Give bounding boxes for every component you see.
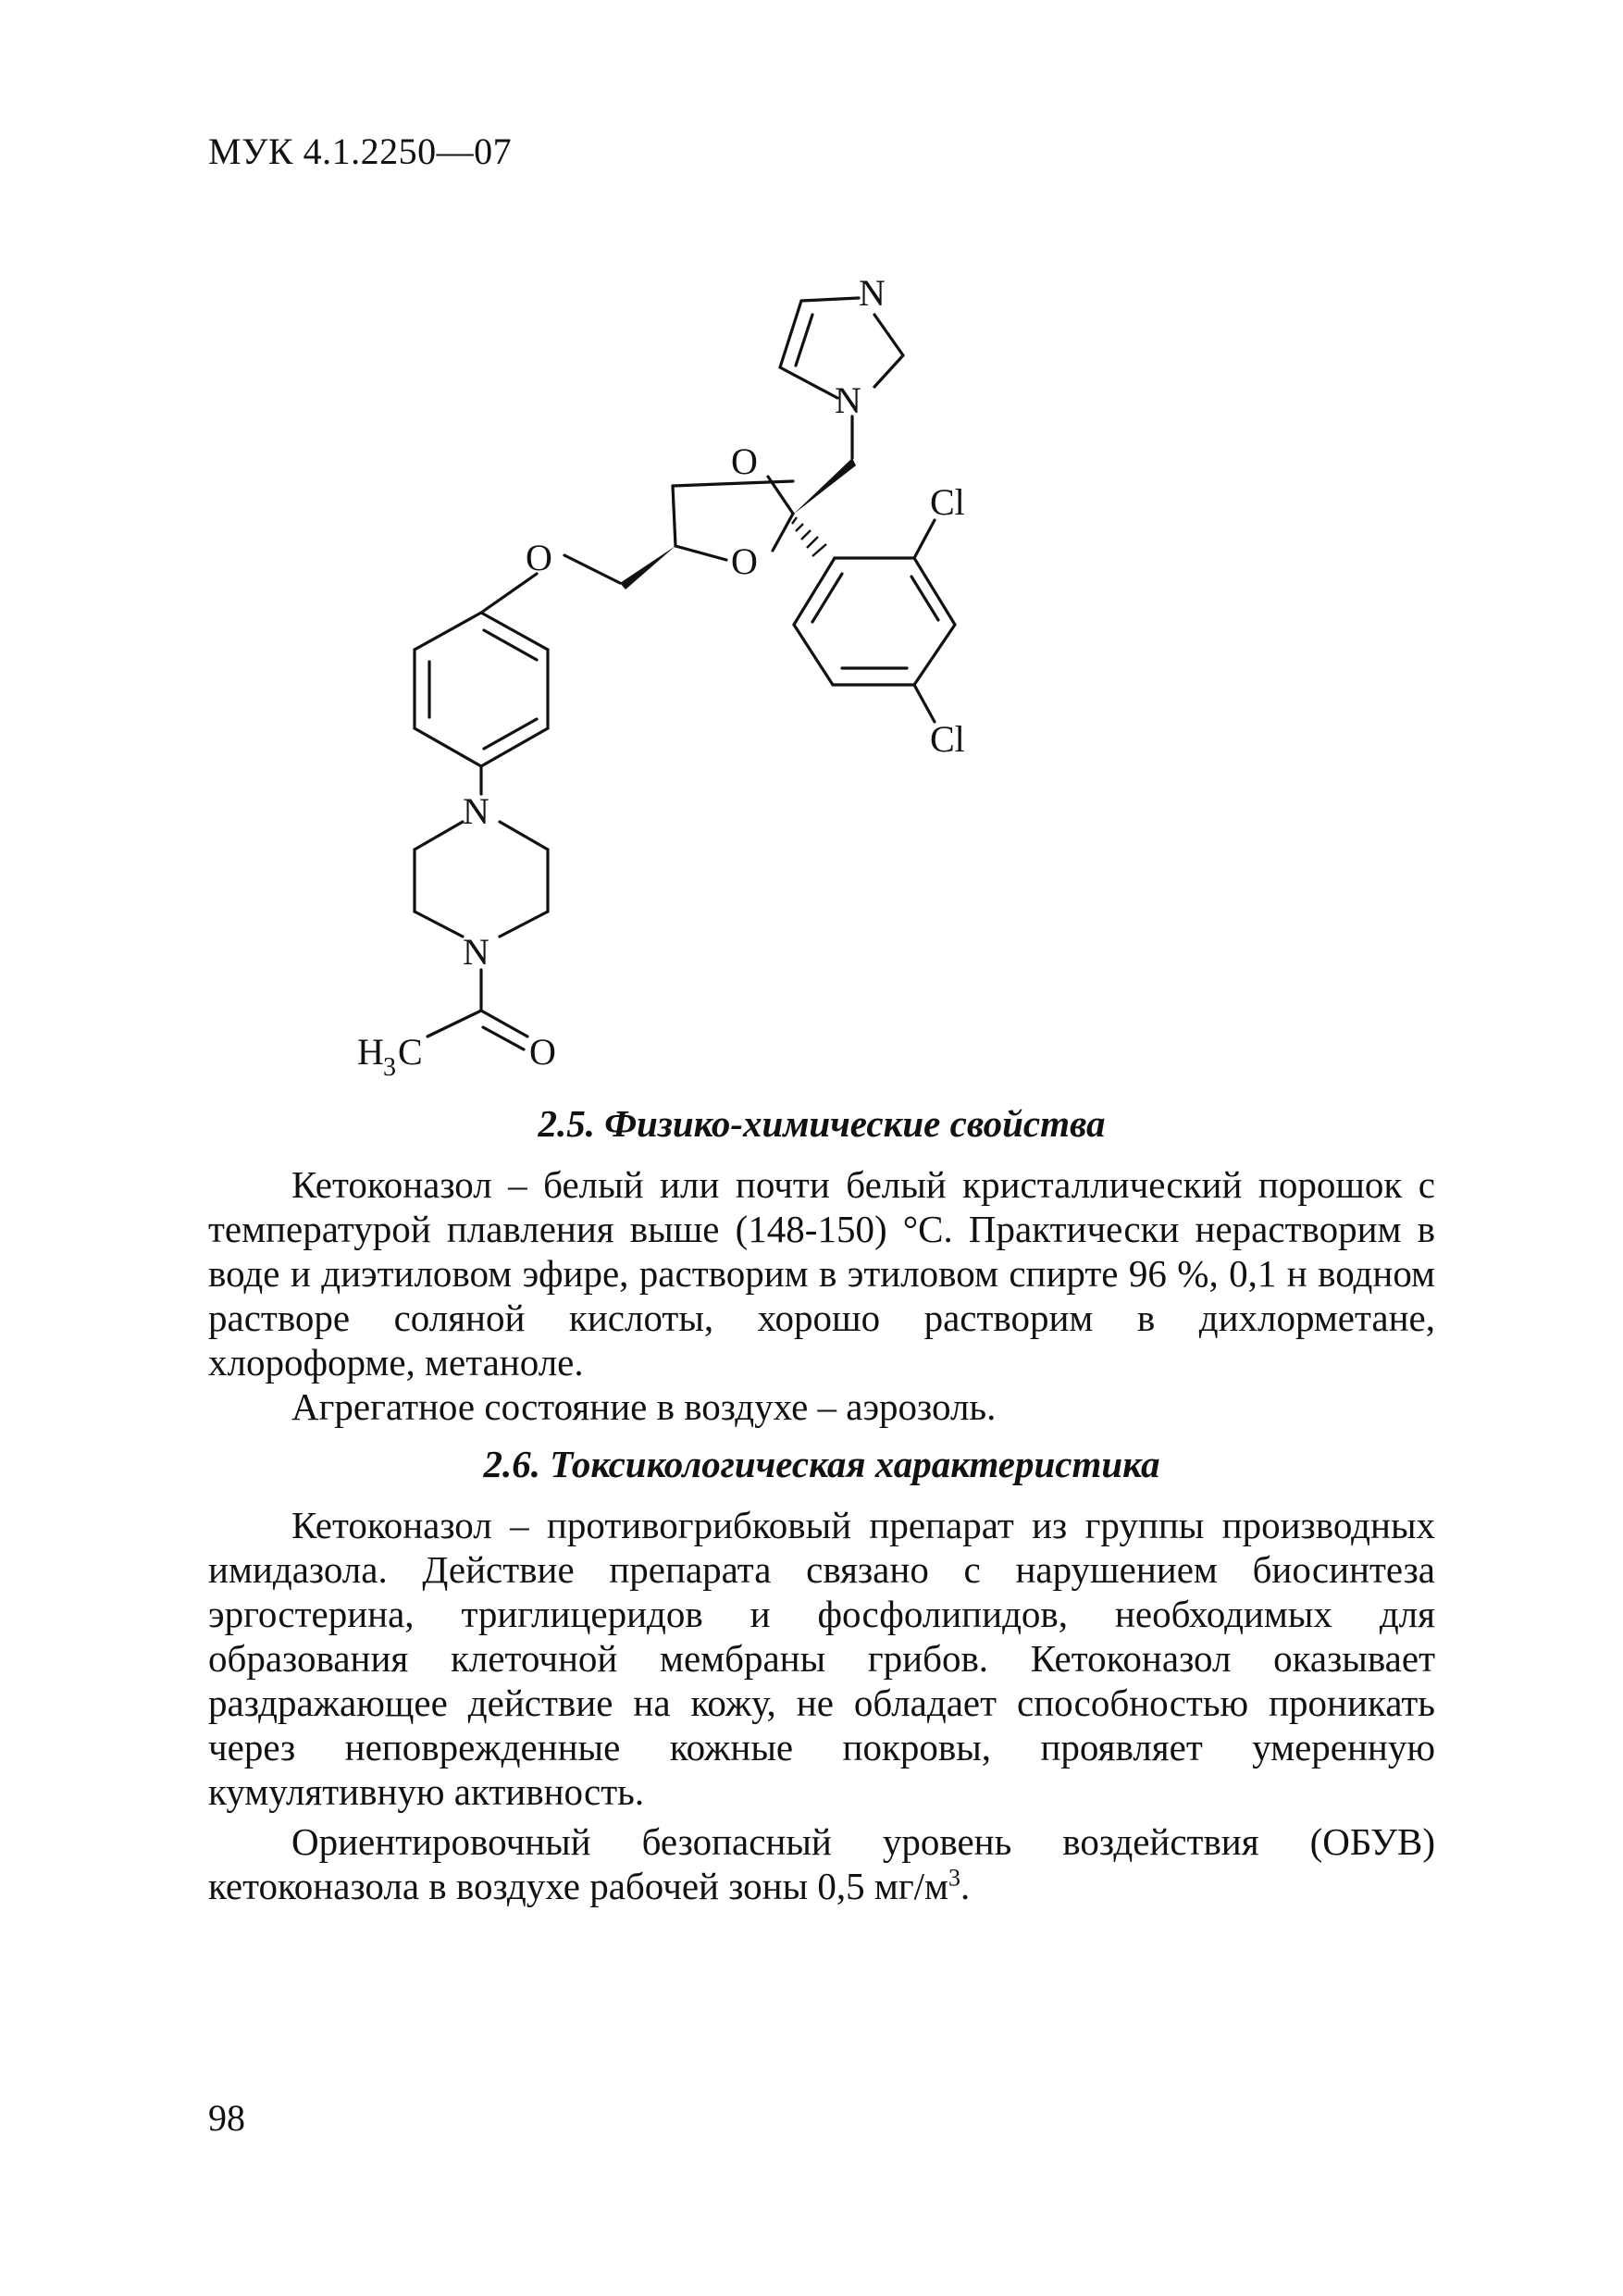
paragraph-toxicology: Кетоконазол – противогрибковый препарат из группы производных имидазола. Действие препарата связано с нарушением биосинтеза эргостерина, триглицеридов и фосфолипидов, необходимых для образования клеточной мембраны грибов. Кетоконазол оказывает раздражающее действие на кожу, не обладает способностью проникать через неповрежденные кожные покровы, проявляет умеренную кумулятивную активность.	[208, 1504, 1435, 1813]
ch2-o-bond	[564, 555, 620, 583]
atom-label-o: O	[526, 537, 552, 578]
section-title-2-5: 2.5. Физико-химические свойства	[538, 1102, 1106, 1145]
atom-label-n: N	[463, 790, 489, 832]
atom-label-cl: Cl	[930, 481, 965, 523]
hashed-wedge-bond	[807, 537, 818, 548]
phenyl-ring-bond	[484, 719, 537, 749]
ketoconazole-structural-formula	[0, 0, 1623, 1101]
dichlorophenyl-bond	[914, 625, 955, 685]
atom-label-o: O	[731, 540, 758, 582]
carbonyl-double-bond	[481, 1011, 527, 1036]
page-number: 98	[208, 2097, 245, 2139]
dioxolane-bond	[675, 546, 726, 560]
ether-o-phenyl-bond	[481, 574, 537, 613]
phenyl-ring-bond	[481, 613, 548, 650]
dioxolane-bond	[773, 514, 793, 551]
imidazole-ring-bond	[801, 298, 859, 301]
piperazine-bond	[500, 822, 548, 850]
dichlorophenyl-bond	[911, 577, 938, 620]
main-text	[208, 1101, 1435, 1908]
atom-label-h: H	[357, 1031, 384, 1073]
atom-label-n: N	[835, 379, 861, 421]
obuv-text: Ориентировочный безопасный уровень воздействия (ОБУВ) кетоконазола в воздухе рабочей зоны 0,5 мг/м	[208, 1820, 1435, 1907]
wedge-bond-ch2-ether	[620, 546, 675, 590]
atom-label-n: N	[463, 931, 489, 973]
atom-label-o: O	[529, 1031, 556, 1073]
atom-label-o: O	[731, 441, 758, 482]
dioxolane-bond	[673, 486, 675, 546]
imidazole-ring-bond	[796, 315, 812, 366]
imidazole-ring-bond	[874, 315, 903, 355]
atom-label-c: C	[398, 1031, 423, 1073]
paragraph-obuv	[208, 1819, 1435, 1908]
atom-label-n: N	[859, 272, 886, 314]
obuv-superscript: 3	[948, 1864, 961, 1892]
phenyl-ring-bond	[484, 630, 537, 660]
imidazole-ring-bond	[874, 355, 903, 387]
hashed-wedge-bond	[796, 524, 803, 531]
phenyl-ring-bond	[415, 613, 481, 650]
section-title-2-6: 2.6. Токсикологическая характеристика	[483, 1443, 1160, 1485]
carbonyl-methyl-bond	[427, 1011, 481, 1036]
atom-label-cl: Cl	[930, 718, 965, 760]
cl-para-bond	[914, 685, 935, 722]
atom-label-subscript: 3	[383, 1053, 396, 1082]
dichlorophenyl-bond	[794, 558, 835, 625]
piperazine-bond	[415, 912, 463, 937]
dichlorophenyl-bond	[812, 574, 842, 622]
wedge-bond-ch2-imidazole	[793, 458, 856, 515]
dichlorophenyl-bond	[794, 625, 833, 685]
paragraph-properties: Кетоконазол – белый или почти белый кристаллический порошок с температурой плавления выше (148-150) °С. Практически нерастворим в воде и диэтиловом эфире, растворим в этиловом спирте 96 %, 0,1 н водном растворе соляной кислоты, хорошо растворим в дихлорметане, хлороформе, метаноле.	[208, 1163, 1435, 1384]
phenyl-ring-bond	[415, 728, 481, 766]
obuv-period: .	[960, 1865, 971, 1907]
hashed-wedge-bond	[812, 544, 826, 556]
imidazole-ring-bond	[780, 367, 837, 398]
document-code-header: МУК 4.1.2250—07	[208, 130, 513, 172]
cl-ortho-bond	[914, 520, 935, 558]
piperazine-bond	[500, 912, 548, 937]
hashed-wedge-bond	[792, 517, 797, 524]
piperazine-bond	[415, 822, 463, 850]
paragraph-aggregate-state: Агрегатное состояние в воздухе – аэрозоль.	[291, 1385, 997, 1428]
phenyl-ring-bond	[481, 728, 548, 766]
hashed-wedge-bond	[801, 530, 811, 540]
